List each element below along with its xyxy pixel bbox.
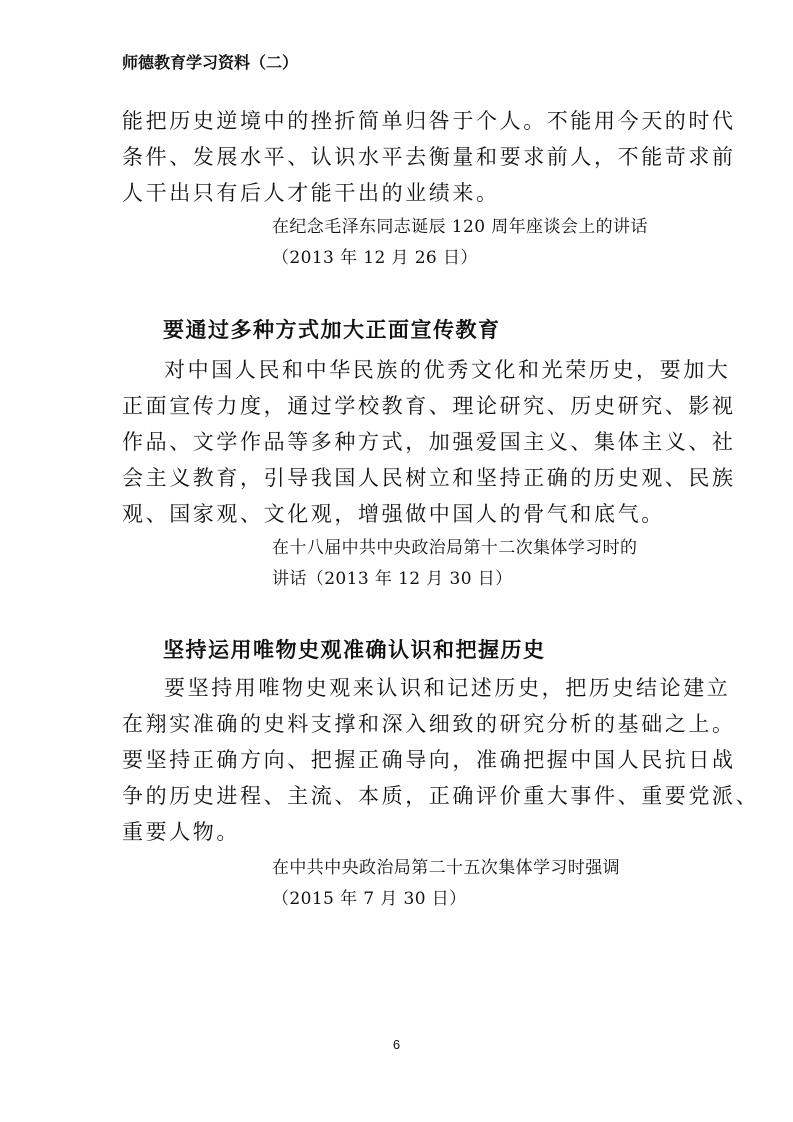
source-line: （2013 年 12 月 26 日）	[272, 248, 478, 268]
paragraph-line: 对中国人民和中华民族的优秀文化和光荣历史，要加大	[164, 358, 731, 382]
section-2-heading: 要通过多种方式加大正面宣传教育	[163, 318, 501, 342]
paragraph-line: 要坚持用唯物史观来认识和记述历史，把历史结论建立	[164, 676, 731, 700]
section-2-paragraph	[122, 352, 736, 532]
document-header: 师德教育学习资料（二）	[122, 53, 299, 72]
section-3-source	[272, 853, 682, 915]
paragraph-line: 能把历史逆境中的挫折简单归咎于个人。不能用今天的时代	[122, 109, 736, 133]
source-line: （2015 年 7 月 30 日）	[272, 889, 467, 909]
source-line: 在十八届中共中央政治局第十二次集体学习时的	[272, 538, 638, 558]
section-1-paragraph	[122, 103, 736, 211]
paragraph-line: 作品、文学作品等多种方式，加强爱国主义、集体主义、社	[122, 430, 736, 454]
section-3-paragraph	[122, 670, 760, 850]
paragraph-line: 人干出只有后人才能干出的业绩来。	[122, 181, 500, 205]
paragraph-line: 在翔实准确的史料支撑和深入细致的研究分析的基础之上。	[122, 712, 736, 736]
paragraph-line: 会主义教育，引导我国人民树立和坚持正确的历史观、民族	[122, 466, 736, 490]
paragraph-line: 争的历史进程、主流、本质，正确评价重大事件、重要党派、	[122, 784, 760, 808]
section-1-source	[272, 212, 682, 274]
page-number: 6	[392, 1037, 401, 1052]
paragraph-line: 正面宣传力度，通过学校教育、理论研究、历史研究、影视	[122, 394, 736, 418]
source-line: 讲话（2013 年 12 月 30 日）	[272, 569, 513, 589]
paragraph-line: 重要人物。	[122, 820, 240, 844]
section-2-source	[272, 533, 682, 595]
paragraph-line: 观、国家观、文化观，增强做中国人的骨气和底气。	[122, 502, 665, 526]
source-line: 在中共中央政治局第二十五次集体学习时强调	[272, 858, 620, 878]
paragraph-line: 条件、发展水平、认识水平去衡量和要求前人，不能苛求前	[122, 145, 736, 169]
paragraph-line: 要坚持正确方向、把握正确导向，准确把握中国人民抗日战	[122, 748, 736, 772]
section-3-heading: 坚持运用唯物史观准确认识和把握历史	[163, 638, 546, 662]
source-line: 在纪念毛泽东同志诞辰 120 周年座谈会上的讲话	[272, 217, 648, 237]
